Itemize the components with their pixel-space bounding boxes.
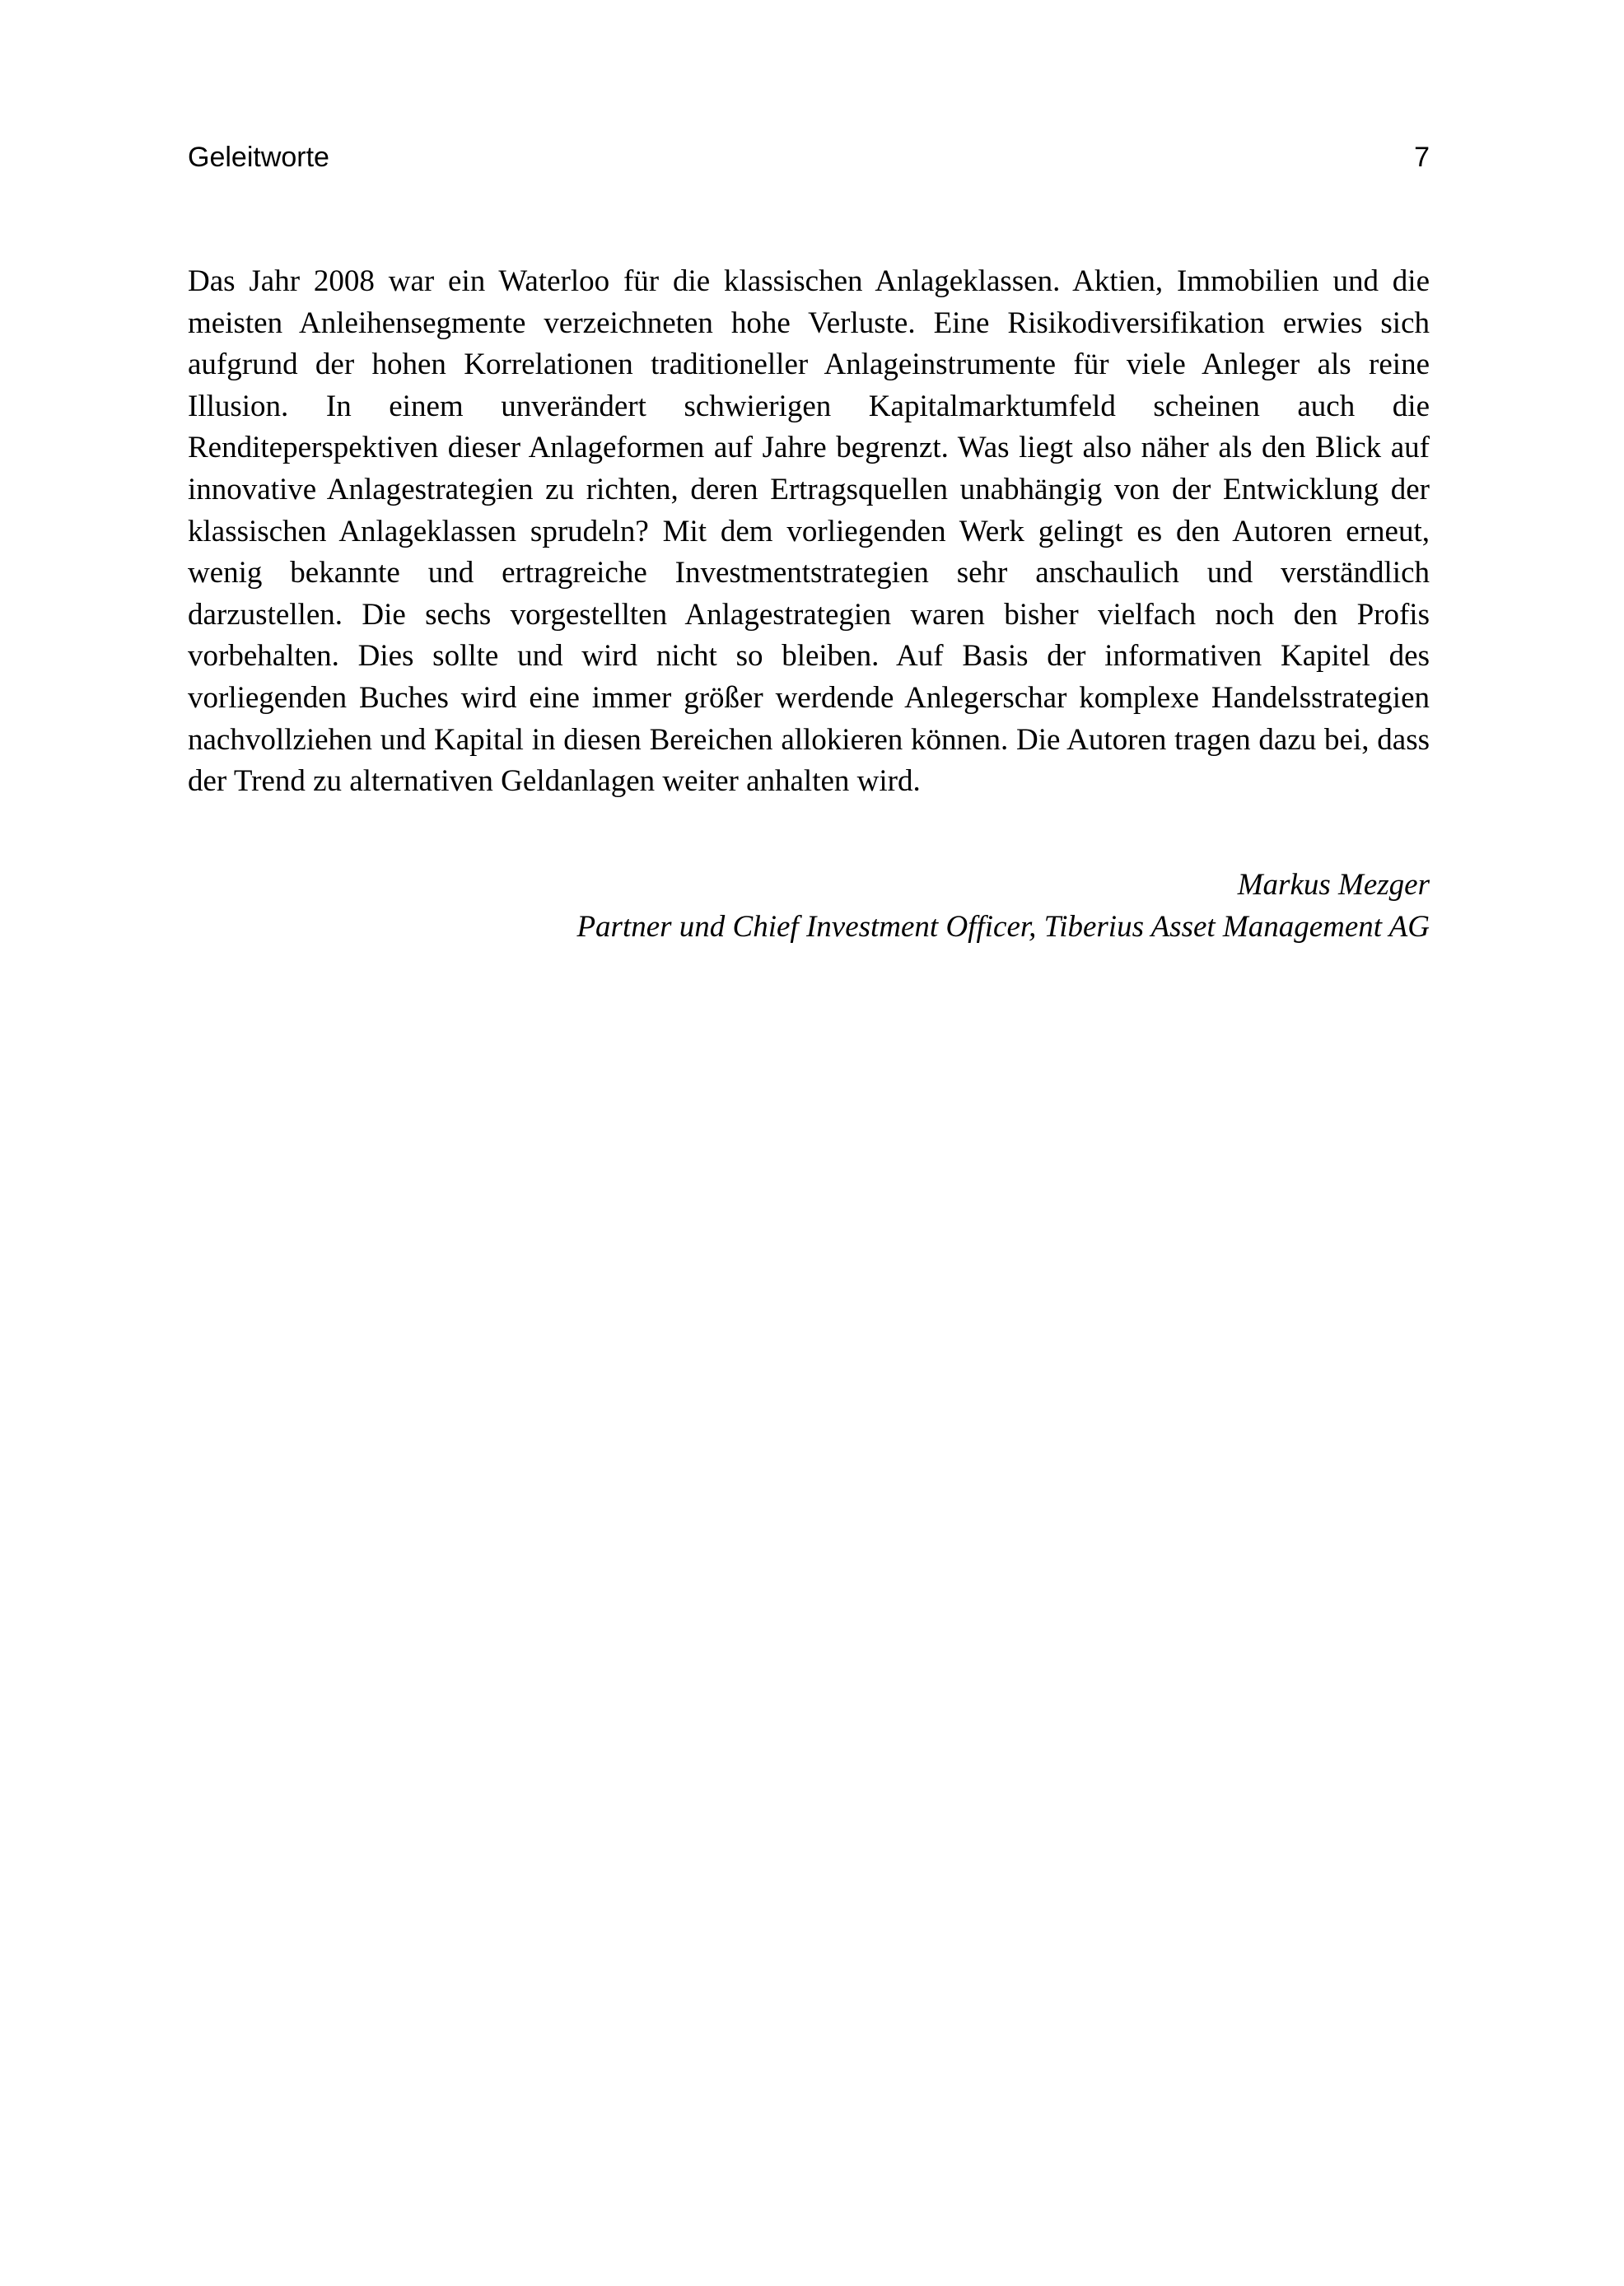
signature-block: [576, 865, 1430, 948]
body-paragraph: Das Jahr 2008 war ein Waterloo für die klassischen Anlageklassen. Aktien, Immobilien und die meisten Anleihensegmente verzeichneten hohe Verluste. Eine Risikodiversifikation erwies sich aufgrund der hohen Korrelationen traditioneller Anlageinstrumente für viele Anleger als reine Illusion. In einem unverändert schwierigen Kapitalmarktumfeld scheinen auch die Renditeperspektiven dieser Anlageformen auf Jahre begrenzt. Was liegt also näher als den Blick auf innovative Anlagestrategien zu richten, deren Ertragsquellen unabhängig von der Entwicklung der klassischen Anlageklassen sprudeln? Mit dem vorliegenden Werk gelingt es den Autoren erneut, wenig bekannte und ertragreiche Investmentstrategien sehr anschaulich und verständlich darzustellen. Die sechs vorgestellten Anlagestrategien waren bisher vielfach noch den Profis vorbehalten. Dies sollte und wird nicht so bleiben. Auf Basis der informativen Kapitel des vorliegenden Buches wird eine immer größer werdende Anlegerschar komplexe Handelsstrategien nachvollziehen und Kapital in diesen Bereichen allokieren können. Die Autoren tragen dazu bei, dass der Trend zu alternativen Geldanlagen weiter anhalten wird.: [188, 264, 1430, 799]
section-title: Geleitworte: [188, 142, 329, 173]
author-position: Partner und Chief Investment Officer, Tiberius Asset Management AG: [576, 909, 1430, 944]
running-header: [188, 142, 1430, 174]
page-number: 7: [1414, 142, 1430, 173]
author-name: Markus Mezger: [1237, 868, 1430, 902]
